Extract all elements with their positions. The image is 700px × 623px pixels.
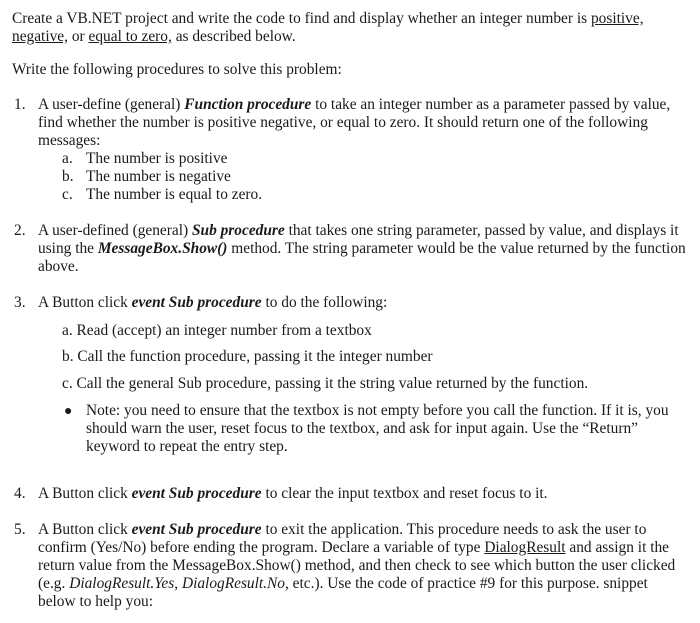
item-3-number: 3. [14, 294, 26, 311]
intro-negative: negative, [12, 28, 68, 45]
item-1-number: 1. [14, 96, 26, 113]
item-5-dialogresult: DialogResult [484, 539, 566, 556]
item-5-number: 5. [14, 521, 26, 538]
item-5-sep: , [174, 575, 182, 592]
subitem-text: The number is equal to zero. [86, 186, 263, 203]
item-1-emph: Function procedure [184, 96, 312, 113]
intro-tail: as described below. [171, 28, 296, 45]
item-5-post: , etc.). Use the code of practice #9 for this purpose. snippet below to help you: [38, 575, 648, 610]
item-1-text [38, 96, 686, 150]
item-4-emph: event Sub procedure [131, 485, 262, 502]
item-2-post: method. The string parameter would be the value returned by the function above. [38, 240, 686, 275]
subitem-label: b. [62, 168, 74, 185]
item-3-note: Note: you need to ensure that the textbox is not empty before you call the function. If it is, you should warn the user, reset focus to the textbox, and ask for input again. Use the “Return” keyword to repeat the entry step. [86, 402, 669, 455]
item-5-emph: event Sub procedure [131, 521, 262, 538]
item-1-pre: A user-define (general) [38, 96, 185, 113]
procedures-heading: Write the following procedures to solve this problem: [12, 61, 342, 78]
intro-lead: Create a VB.NET project and write the code to find and display whether an integer number is [12, 10, 591, 27]
item-4-post: to clear the input textbox and reset focus to it. [261, 485, 548, 502]
intro-equal-zero: equal to zero, [88, 28, 172, 45]
intro-paragraph [12, 10, 692, 46]
item-2-emph: Sub procedure [191, 222, 285, 239]
item-5-italic1: DialogResult.Yes [69, 575, 175, 592]
item-3-step-c: c. Call the general Sub procedure, passing it the string value returned by the function. [62, 375, 589, 392]
subitem-label: a. [62, 150, 73, 167]
item-5-pre: A Button click [38, 521, 132, 538]
item-2-text [38, 222, 686, 276]
item-3-step-b: b. Call the function procedure, passing it the integer number [62, 348, 433, 365]
bullet-icon: ● [64, 404, 73, 419]
item-3-post: to do the following: [261, 294, 388, 311]
item-3-pre: A Button click [38, 294, 132, 311]
item-3-text [38, 294, 686, 312]
item-1-subitem-b [62, 168, 231, 186]
item-1-subitem-a [62, 150, 227, 168]
item-4-number: 4. [14, 485, 26, 502]
subitem-label: c. [62, 186, 73, 203]
item-5-mid2: and assign it the return value from the MessageBox.Show() method, and then check to see which button the user clicked (e.g. [38, 539, 676, 592]
item-3-step-a: a. Read (accept) an integer number from a textbox [62, 322, 372, 339]
subitem-text: The number is positive [86, 150, 228, 167]
intro-or: or [67, 28, 89, 45]
subitem-text: The number is negative [86, 168, 231, 185]
item-5-mid: to exit the application. This procedure needs to ask the user to confirm (Yes/No) before ending the program. Declare a variable of type [38, 521, 647, 556]
item-4-pre: A Button click [38, 485, 132, 502]
item-2-mid: that takes one string parameter, passed by value, and displays it using the [38, 222, 679, 257]
item-5-text [38, 521, 686, 611]
intro-positive: positive, [590, 10, 644, 27]
item-1-post: to take an integer number as a parameter passed by value, find whether the number is positive negative, or equal to zero. It should return one of the following messages: [38, 96, 671, 149]
item-2-pre: A user-defined (general) [38, 222, 192, 239]
item-2-number: 2. [14, 222, 26, 239]
item-2-emph2: MessageBox.Show() [97, 240, 228, 257]
item-4-text [38, 485, 686, 503]
item-5-italic2: DialogResult.No [181, 575, 285, 592]
item-3-emph: event Sub procedure [131, 294, 262, 311]
item-1-subitem-c [62, 186, 262, 204]
